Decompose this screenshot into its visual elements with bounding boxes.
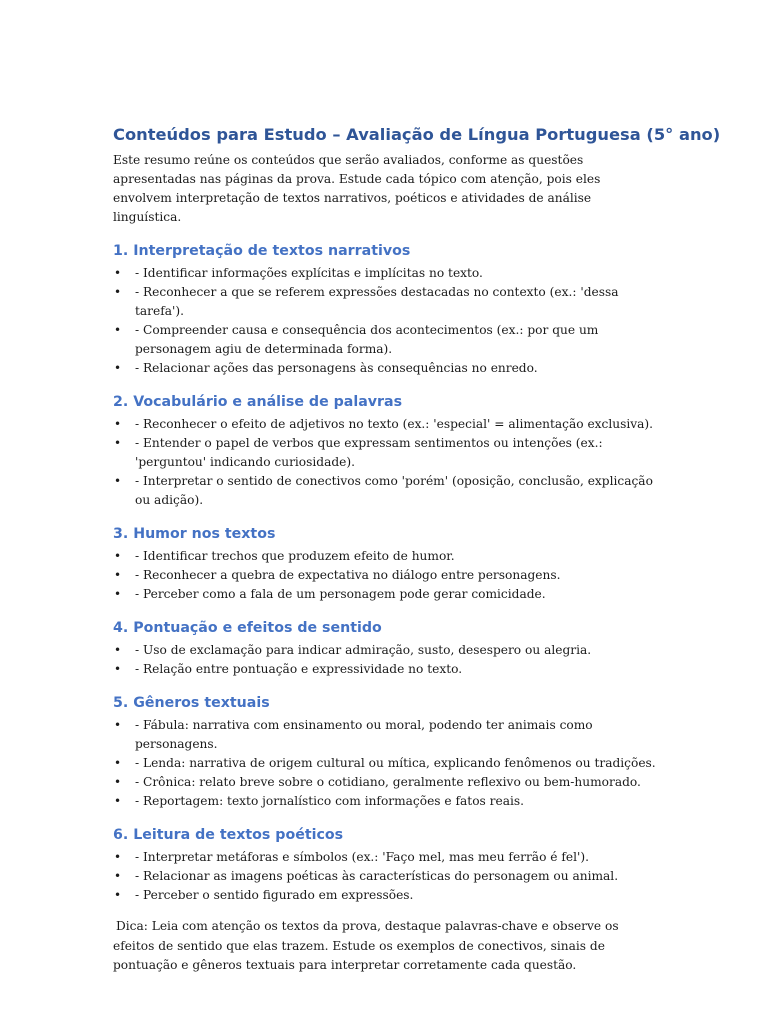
section-list <box>113 264 658 378</box>
bullet-icon: • <box>114 361 122 375</box>
section-list <box>113 848 658 905</box>
section-1 <box>113 241 658 378</box>
section-heading: 3. Humor nos textos <box>113 526 276 542</box>
bullet-icon: • <box>114 888 122 902</box>
section-heading: 6. Leitura de textos poéticos <box>113 827 344 843</box>
list-item-text: - Reconhecer a que se referem expressões destacadas no contexto (ex.: 'dessa tarefa'). <box>135 285 619 318</box>
bullet-icon: • <box>114 662 122 676</box>
bullet-icon: • <box>114 643 122 657</box>
list-item <box>113 547 658 566</box>
section-list <box>113 716 658 811</box>
section-list <box>113 415 658 510</box>
list-item-text: - Relacionar ações das personagens às consequências no enredo. <box>135 361 538 375</box>
bullet-icon: • <box>114 756 122 770</box>
list-item-text: - Perceber como a fala de um personagem pode gerar comicidade. <box>135 587 546 601</box>
bullet-icon: • <box>114 850 122 864</box>
list-item <box>113 886 658 905</box>
list-item <box>113 754 658 773</box>
section-heading: 2. Vocabulário e análise de palavras <box>113 394 403 410</box>
list-item <box>113 641 658 660</box>
list-item-text: - Relação entre pontuação e expressividade no texto. <box>135 662 463 676</box>
list-item-text: - Uso de exclamação para indicar admiração, susto, desespero ou alegria. <box>135 643 592 657</box>
list-item <box>113 660 658 679</box>
section-4 <box>113 618 658 679</box>
list-item-text: - Reconhecer a quebra de expectativa no diálogo entre personagens. <box>135 568 561 582</box>
bullet-icon: • <box>114 323 122 337</box>
study-tip: Dica: Leia com atenção os textos da prova, destaque palavras-chave e observe os efeitos de sentido que elas trazem. Estude os exemplos de conectivos, sinais de pontuação e gêneros textuais para interpretar corretamente cada questão. <box>113 919 619 972</box>
list-item <box>113 264 658 283</box>
section-6 <box>113 825 658 905</box>
list-item <box>113 773 658 792</box>
bullet-icon: • <box>114 417 122 431</box>
bullet-icon: • <box>114 718 122 732</box>
intro-paragraph: Este resumo reúne os conteúdos que serão avaliados, conforme as questões apresentadas nas páginas da prova. Estude cada tópico com atenção, pois eles envolvem interpretação de textos narrativos, poéticos e atividades de análise linguística. <box>113 153 601 224</box>
list-item-text: - Interpretar metáforas e símbolos (ex.: 'Faço mel, mas meu ferrão é fel'). <box>135 850 589 864</box>
section-heading: 5. Gêneros textuais <box>113 695 270 711</box>
bullet-icon: • <box>114 436 122 450</box>
list-item-text: - Identificar informações explícitas e implícitas no texto. <box>135 266 483 280</box>
section-list <box>113 641 658 679</box>
bullet-icon: • <box>114 794 122 808</box>
list-item-text: - Interpretar o sentido de conectivos como 'porém' (oposição, conclusão, explicação ou adição). <box>135 474 653 507</box>
list-item-text: - Perceber o sentido figurado em expressões. <box>135 888 414 902</box>
bullet-icon: • <box>114 775 122 789</box>
section-heading: 1. Interpretação de textos narrativos <box>113 243 411 259</box>
bullet-icon: • <box>114 285 122 299</box>
list-item <box>113 321 658 359</box>
section-5 <box>113 693 658 811</box>
bullet-icon: • <box>114 549 122 563</box>
section-3 <box>113 524 658 604</box>
list-item <box>113 415 658 434</box>
list-item <box>113 472 658 510</box>
list-item-text: - Reportagem: texto jornalístico com informações e fatos reais. <box>135 794 524 808</box>
section-2 <box>113 392 658 510</box>
list-item-text: - Lenda: narrativa de origem cultural ou mítica, explicando fenômenos ou tradições. <box>135 756 656 770</box>
list-item-text: - Compreender causa e consequência dos acontecimentos (ex.: por que um personagem agiu de determinada forma). <box>135 323 599 356</box>
section-heading: 4. Pontuação e efeitos de sentido <box>113 620 382 636</box>
list-item <box>113 359 658 378</box>
section-list <box>113 547 658 604</box>
list-item <box>113 716 658 754</box>
bullet-icon: • <box>114 568 122 582</box>
bullet-icon: • <box>114 266 122 280</box>
document-content <box>113 124 721 988</box>
list-item-text: - Relacionar as imagens poéticas às características do personagem ou animal. <box>135 869 619 883</box>
list-item <box>113 566 658 585</box>
list-item-text: - Fábula: narrativa com ensinamento ou moral, podendo ter animais como personagens. <box>135 718 593 751</box>
list-item-text: - Reconhecer o efeito de adjetivos no texto (ex.: 'especial' = alimentação exclusiva). <box>135 417 654 431</box>
list-item <box>113 434 658 472</box>
list-item-text: - Identificar trechos que produzem efeito de humor. <box>135 549 455 563</box>
bullet-icon: • <box>114 587 122 601</box>
list-item-text: - Crônica: relato breve sobre o cotidiano, geralmente reflexivo ou bem-humorado. <box>135 775 641 789</box>
bullet-icon: • <box>114 869 122 883</box>
sections-container <box>113 241 658 905</box>
list-item-text: - Entender o papel de verbos que expressam sentimentos ou intenções (ex.: 'perguntou' indicando curiosidade). <box>135 436 603 469</box>
list-item <box>113 792 658 811</box>
list-item <box>113 867 658 886</box>
list-item <box>113 283 658 321</box>
document-title: Conteúdos para Estudo – Avaliação de Língua Portuguesa (5° ano) <box>113 125 721 144</box>
bullet-icon: • <box>114 474 122 488</box>
list-item <box>113 585 658 604</box>
list-item <box>113 848 658 867</box>
